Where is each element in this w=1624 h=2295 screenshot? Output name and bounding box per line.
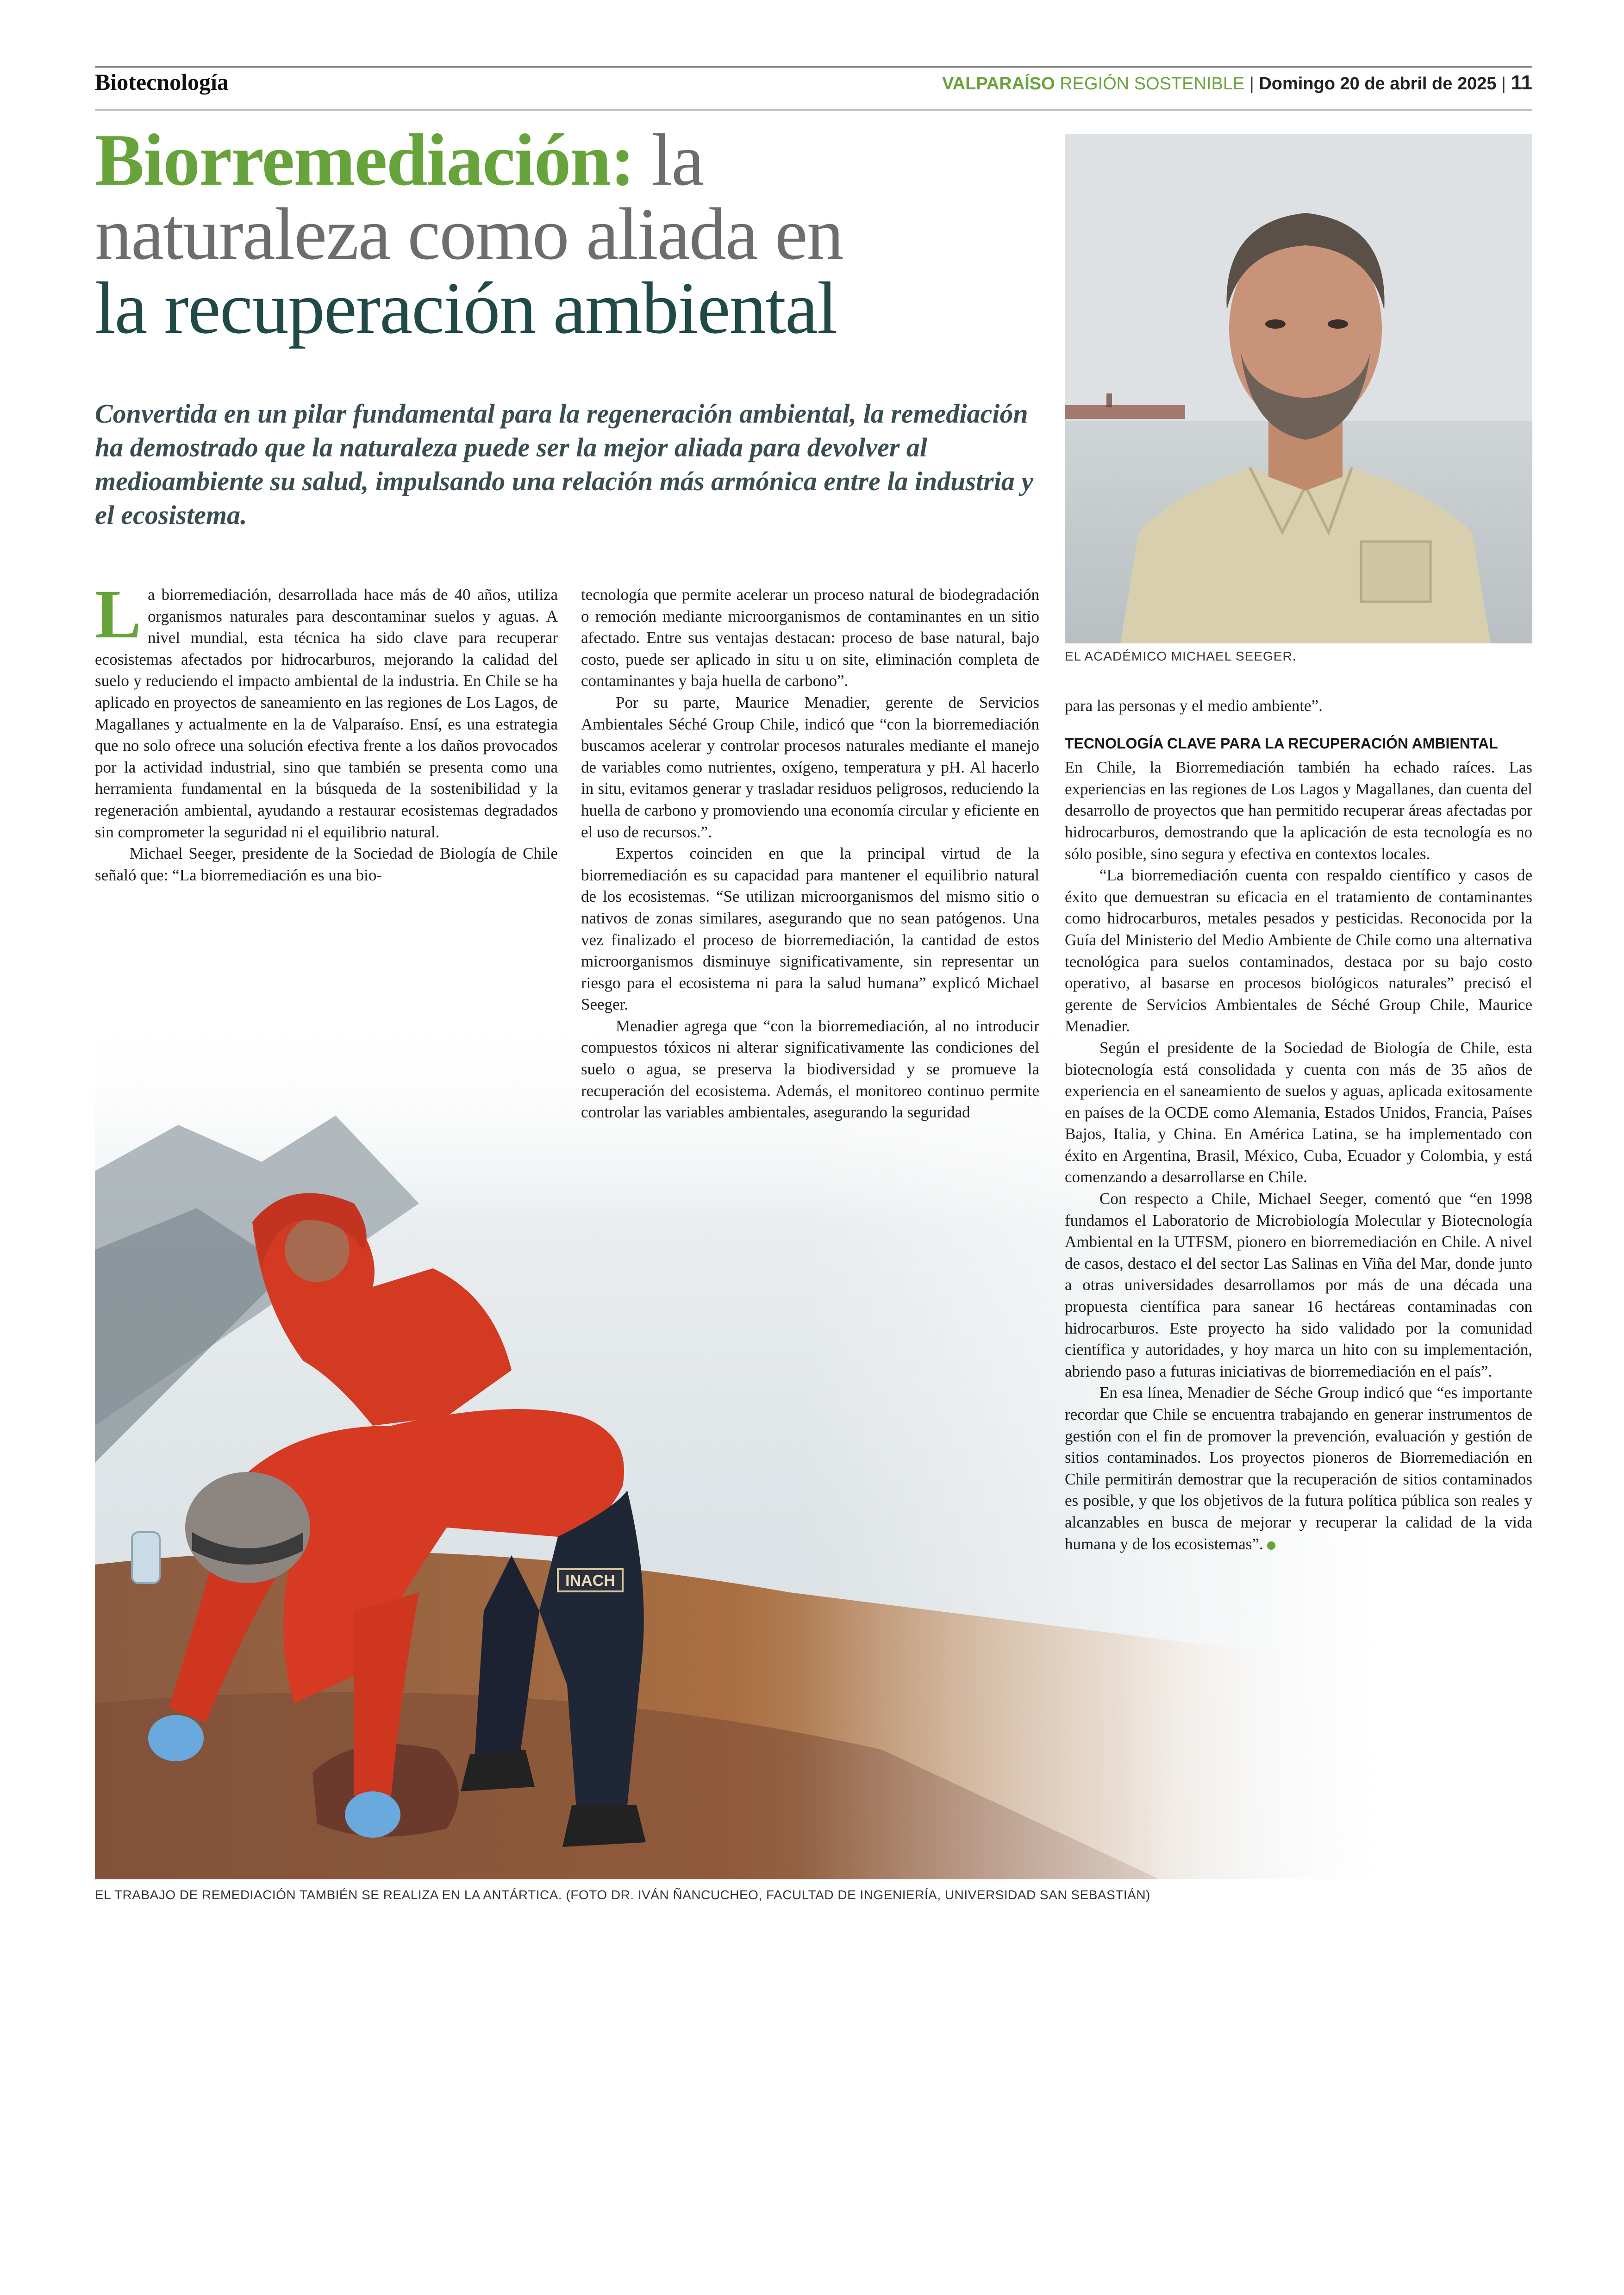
masthead-brand: VALPARAÍSO [942,74,1055,94]
article-paragraph: tecnología que permite acelerar un proceso natural de biodegradación o remoción mediante microorganismos de contaminantes en un sitio afectado. Entre sus ventajas destacan: proceso de base natural, bajo costo, puede ser aplicado in situ u on site, eliminación completa de contaminantes y baja huella de carbono”. [581,586,1039,690]
article-paragraph: Según el presidente de la Sociedad de Biología de Chile, esta biotecnología está consolidada y cuenta con más de 35 años de experiencia en el saneamiento de suelos y aguas, aplicada exitosamente en países de la OCDE como Alemania, Estados Unidos, Francia, Países Bajos, Italia, y China. En América Latina, se ha implementado con éxito en Argentina, Brasil, México, Cuba, Ecuador y Colombia, y está comenzando a desarrollarse en Chile. [1065,1038,1532,1186]
header-bottom-rule [95,109,1532,111]
drop-cap: L [95,576,142,653]
article-paragraph: para las personas y el medio ambiente”. [1065,697,1323,715]
masthead [942,71,1532,94]
article-paragraph: En Chile, la Biorremediación también ha echado raíces. Las experiencias en las regiones de Los Lagos y Magallanes, dan cuenta del desarrollo de proyectos que han permitido recuperar áreas afectadas por hidrocarburos, demostrando que la aplicación de esta tecnología es no sólo posible, sino segura y efectiva en contextos locales. [1065,758,1532,863]
article-paragraph: Expertos coinciden en que la principal virtud de la biorremediación es su capacidad para mantener el equilibrio natural de los ecosistemas. “Se utilizan microorganismos del mismo sitio o nativos de zonas similares, asegurando que no sean patógenos. Una vez finalizado el proceso de biorremediación, la cantidad de estos microorganismos disminuye significativamente, sin representar un riesgo para el ecosistema ni para la salud humana” explicó Michael Seeger. [581,844,1039,1014]
article-paragraph [1065,1382,1532,1555]
article-paragraph: Por su parte, Maurice Menadier, gerente de Servicios Ambientales Séché Group Chile, indicó que “con la biorremediación buscamos acelerar y controlar procesos naturales mediante el manejo de variables como nutrientes, oxígeno, temperatura y pH. Al hacerlo in situ, evitamos generar y trasladar residuos peligrosos, reduciendo la huella de carbono y promoviendo una economía circular y eficiente en el uso de recursos.”. [581,693,1039,841]
article-paragraph: “La biorremediación cuenta con respaldo científico y casos de éxito que demuestran su eficacia en el tratamiento de contaminantes como hidrocarburos, metales pesados y pesticidas. Reconocida por la Guía del Ministerio del Medio Ambiente de Chile como una alternativa tecnológica para suelos contaminados, destaca por su bajo costo operativo, al basarse en procesos biológicos naturales” precisó el gerente de Servicios Ambientales de Séché Group Chile, Maurice Menadier. [1065,866,1532,1035]
header-top-rule [95,66,1532,68]
headline-line-1-rest: la [634,118,704,201]
headline-line-2: naturaleza como aliada en [95,193,843,275]
portrait-photo [1065,134,1532,643]
headline [95,118,1021,349]
article-paragraph: Con respecto a Chile, Michael Seeger, comentó que “en 1998 fundamos el Laboratorio de Microbiología Molecular y Biotecnología Ambiental en la UTFSM, pionero en biorremediación en Chile. A nivel de casos, destaco el del sector Las Salinas en Viña del Mar, donde junto a otras universidades desarrollamos por más de una década una propuesta científica para sanear 16 hectáreas contaminadas con hidrocarburos. Este proyecto ha sido validado por la comunidad científica y autoridades, y hoy marca un hito con su implementación, abriendo paso a futuras iniciativas de biorremediación en el país”. [1065,1190,1532,1380]
masthead-date: Domingo 20 de abril de 2025 [1259,74,1497,94]
portrait-illustration [1065,134,1532,643]
photo-caption: EL TRABAJO DE REMEDIACIÓN TAMBIÉN SE REALIZA EN LA ANTÁRTICA. (FOTO DR. IVÁN ÑANCUCHEO, FACULTAD DE INGENIERÍA, UNIVERSIDAD SAN SEBASTIÁN) [95,1888,1150,1902]
page-number: 11 [1511,71,1532,94]
headline-accent: Biorremediación: [95,118,634,201]
article-column-3 [1065,695,1532,1555]
end-mark-icon [1267,1541,1275,1550]
masthead-sub-brand: REGIÓN SOSTENIBLE [1060,74,1245,94]
article-column-1 [95,576,558,886]
section-subhead: TECNOLOGÍA CLAVE PARA LA RECUPERACIÓN AMBIENTAL [1065,735,1498,752]
masthead-separator: | [1501,74,1506,94]
article-paragraph [95,576,558,843]
article-paragraph: Menadier agrega que “con la biorremediación, al no introducir compuestos tóxicos ni alterar significativamente las condiciones del suelo o agua, se preserva la biodiversidad y se promueve la recuperación del ecosistema. Además, el monitoreo continuo permite controlar las variables ambientales, asegurando la seguridad [581,1017,1039,1122]
headline-line-3: la recuperación ambiental [95,267,837,349]
article-column-2 [581,584,1039,1123]
article-paragraph: Michael Seeger, presidente de la Sociedad de Biología de Chile señaló que: “La biorremediación es una bio- [95,844,558,884]
deck: Convertida en un pilar fundamental para la regeneración ambiental, la remediación ha demostrado que la naturaleza puede ser la mejor aliada para devolver al medioambiente su salud, impulsando una relación más armónica entre la industria y el ecosistema. [95,399,1034,530]
section-name: Biotecnología [95,69,229,95]
paragraph-text: En esa línea, Menadier de Séche Group indicó que “es importante recordar que Chile se encuentra trabajando en generar instrumentos de gestión con el fin de promover la prevención, evaluación y gestión de sitios contaminados. Los proyectos pioneros de Biorremediación en Chile permitirán demostrar que la recuperación de sitios contaminados es posible, y que los objetivos de la futura política pública son reales y alcanzables en busca de mejorar y recuperar la calidad de la vida humana y de los ecosistemas”. [1065,1384,1532,1553]
portrait-caption: EL ACADÉMICO MICHAEL SEEGER. [1065,649,1297,663]
paragraph-text: a biorremediación, desarrollada hace más de 40 años, utiliza organismos naturales para descontaminar suelos y aguas. A nivel mundial, esta técnica ha sido clave para recuperar ecosistemas afectados por hidrocarburos, mejorando la calidad del suelo y reduciendo el impacto ambiental de la industria. En Chile se ha aplicado en proyectos de saneamiento en las regiones de Los Lagos, de Magallanes y actualmente en la de Valparaíso. Ensí, es una estrategia que no solo ofrece una solución efectiva frente a los daños provocados por la actividad industrial, sino que también se presenta como una herramienta fundamental en la búsqueda de la sostenibilidad y la regeneración ambiental, ayudando a restaurar ecosistemas degradados sin comprometer la seguridad ni el equilibrio natural. [95,586,558,841]
masthead-separator: | [1249,74,1254,94]
headline-line-1 [95,118,1021,201]
